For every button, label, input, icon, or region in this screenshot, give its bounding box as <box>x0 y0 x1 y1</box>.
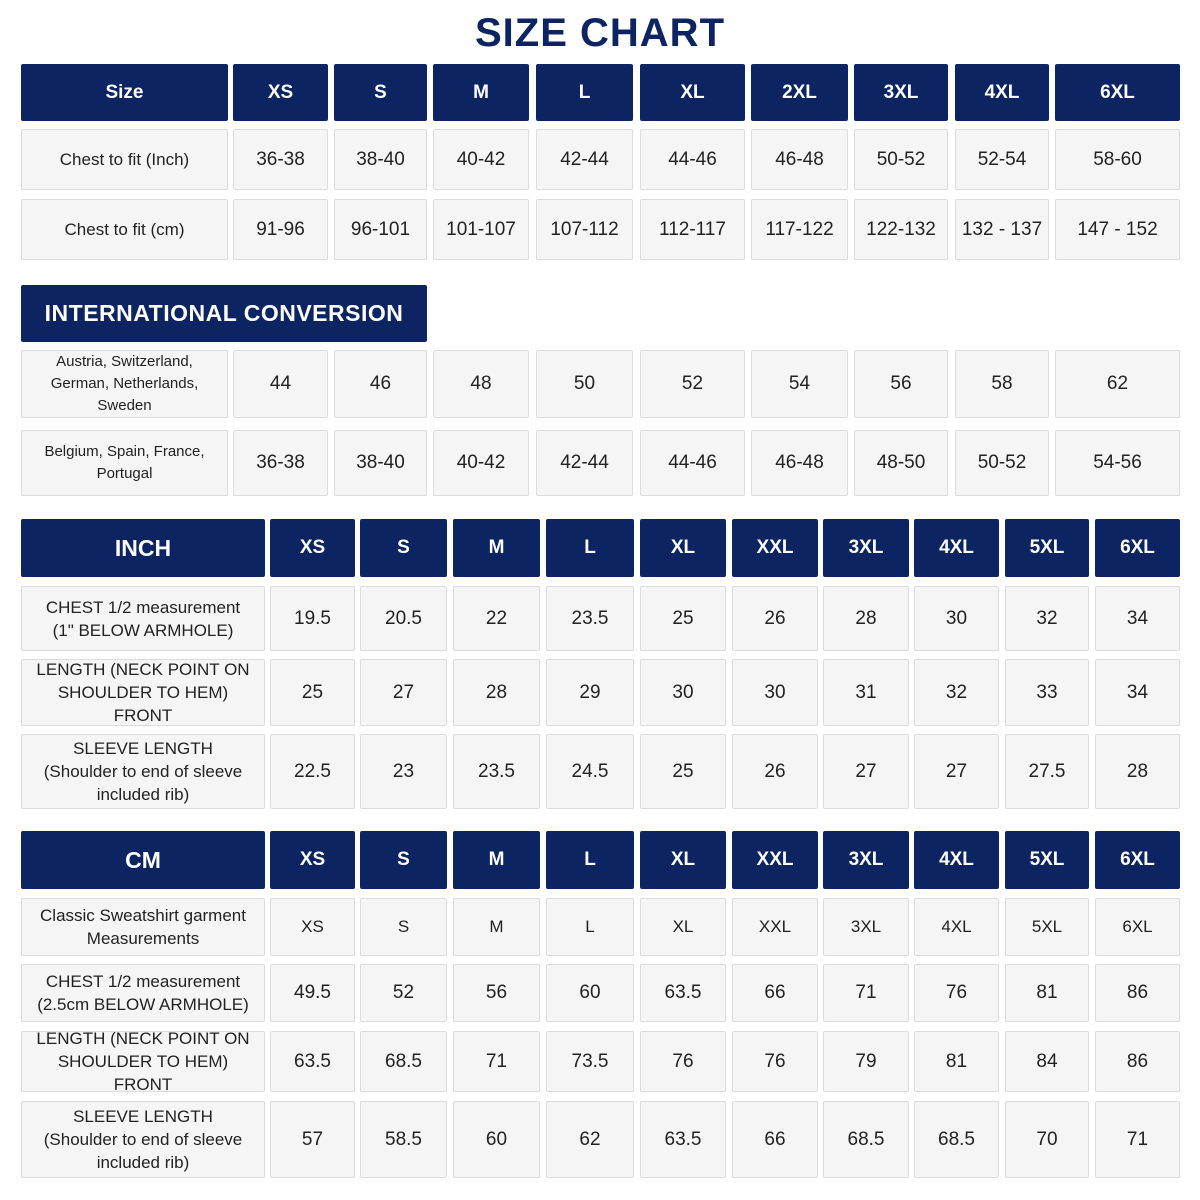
value-cell: 62 <box>546 1101 634 1178</box>
value-cell: 3XL <box>823 898 909 956</box>
value-cell: 86 <box>1095 964 1180 1022</box>
value-cell: 56 <box>453 964 540 1022</box>
header-size-cell: 4XL <box>955 64 1049 121</box>
row-label: CHEST 1/2 measurement (2.5cm BELOW ARMHOLE) <box>21 964 265 1022</box>
value-cell: 54-56 <box>1055 430 1180 496</box>
row-label: Chest to fit (cm) <box>21 199 228 260</box>
row-label: Austria, Switzerland, German, Netherlands, Sweden <box>21 350 228 418</box>
value-cell: 117-122 <box>751 199 848 260</box>
value-cell: 40-42 <box>433 430 529 496</box>
header-row <box>0 519 1200 577</box>
value-cell: 96-101 <box>334 199 427 260</box>
header-size-cell: M <box>453 519 540 577</box>
value-cell: 76 <box>914 964 999 1022</box>
row-label: SLEEVE LENGTH (Shoulder to end of sleeve included rib) <box>21 1101 265 1178</box>
page-title: SIZE CHART <box>475 11 725 55</box>
value-cell: 62 <box>1055 350 1180 418</box>
row-label: LENGTH (NECK POINT ON SHOULDER TO HEM) FRONT <box>21 659 265 726</box>
value-cell: 34 <box>1095 586 1180 651</box>
value-cell: 71 <box>453 1031 540 1092</box>
value-cell: 30 <box>732 659 818 726</box>
header-size-cell: S <box>360 519 447 577</box>
value-cell: XL <box>640 898 726 956</box>
header-size-cell: 2XL <box>751 64 848 121</box>
value-cell: 24.5 <box>546 734 634 809</box>
value-cell: 58 <box>955 350 1049 418</box>
table-row <box>0 129 1200 190</box>
value-cell: 68.5 <box>360 1031 447 1092</box>
header-size-cell: 6XL <box>1095 519 1180 577</box>
value-cell: 58.5 <box>360 1101 447 1178</box>
value-cell: 26 <box>732 734 818 809</box>
value-cell: 32 <box>1005 586 1089 651</box>
value-cell: 44-46 <box>640 129 745 190</box>
value-cell: 28 <box>1095 734 1180 809</box>
value-cell: 54 <box>751 350 848 418</box>
value-cell: 25 <box>270 659 355 726</box>
header-label-cell: Size <box>21 64 228 121</box>
header-size-cell: M <box>433 64 529 121</box>
value-cell: 91-96 <box>233 199 328 260</box>
value-cell: 22.5 <box>270 734 355 809</box>
value-cell: 68.5 <box>823 1101 909 1178</box>
value-cell: M <box>453 898 540 956</box>
header-size-cell: XL <box>640 831 726 889</box>
header-size-cell: XS <box>270 831 355 889</box>
header-size-cell: L <box>536 64 633 121</box>
value-cell: 71 <box>1095 1101 1180 1178</box>
header-size-cell: 4XL <box>914 831 999 889</box>
value-cell: 52-54 <box>955 129 1049 190</box>
table-row <box>0 964 1200 1022</box>
value-cell: 60 <box>546 964 634 1022</box>
value-cell: 58-60 <box>1055 129 1180 190</box>
header-size-cell: S <box>360 831 447 889</box>
row-label: Belgium, Spain, France, Portugal <box>21 430 228 496</box>
value-cell: S <box>360 898 447 956</box>
header-size-cell: 4XL <box>914 519 999 577</box>
value-cell: 56 <box>854 350 948 418</box>
value-cell: 38-40 <box>334 129 427 190</box>
value-cell: 30 <box>914 586 999 651</box>
value-cell: 31 <box>823 659 909 726</box>
value-cell: 107-112 <box>536 199 633 260</box>
table-row <box>0 199 1200 260</box>
value-cell: 23.5 <box>546 586 634 651</box>
value-cell: 46 <box>334 350 427 418</box>
value-cell: 84 <box>1005 1031 1089 1092</box>
value-cell: 57 <box>270 1101 355 1178</box>
table-row <box>0 350 1200 418</box>
value-cell: 33 <box>1005 659 1089 726</box>
value-cell: 28 <box>453 659 540 726</box>
value-cell: 44-46 <box>640 430 745 496</box>
value-cell: L <box>546 898 634 956</box>
header-size-cell: XL <box>640 64 745 121</box>
value-cell: 32 <box>914 659 999 726</box>
value-cell: 63.5 <box>640 964 726 1022</box>
header-size-cell: XL <box>640 519 726 577</box>
value-cell: 27 <box>914 734 999 809</box>
value-cell: 147 - 152 <box>1055 199 1180 260</box>
value-cell: 40-42 <box>433 129 529 190</box>
value-cell: 28 <box>823 586 909 651</box>
value-cell: 73.5 <box>546 1031 634 1092</box>
value-cell: 60 <box>453 1101 540 1178</box>
value-cell: 101-107 <box>433 199 529 260</box>
value-cell: 81 <box>914 1031 999 1092</box>
header-size-cell: L <box>546 519 634 577</box>
table-row <box>0 659 1200 726</box>
value-cell: 4XL <box>914 898 999 956</box>
value-cell: XS <box>270 898 355 956</box>
row-label: Chest to fit (Inch) <box>21 129 228 190</box>
value-cell: 25 <box>640 586 726 651</box>
value-cell: 49.5 <box>270 964 355 1022</box>
table-row <box>0 1031 1200 1092</box>
table-row <box>0 586 1200 651</box>
value-cell: 81 <box>1005 964 1089 1022</box>
header-size-cell: L <box>546 831 634 889</box>
value-cell: 48-50 <box>854 430 948 496</box>
value-cell: 50 <box>536 350 633 418</box>
value-cell: 27 <box>823 734 909 809</box>
value-cell: 132 - 137 <box>955 199 1049 260</box>
value-cell: 36-38 <box>233 430 328 496</box>
value-cell: 50-52 <box>955 430 1049 496</box>
header-row <box>0 831 1200 889</box>
value-cell: 27.5 <box>1005 734 1089 809</box>
value-cell: 46-48 <box>751 430 848 496</box>
value-cell: 29 <box>546 659 634 726</box>
header-size-cell: S <box>334 64 427 121</box>
value-cell: 52 <box>360 964 447 1022</box>
value-cell: 48 <box>433 350 529 418</box>
value-cell: 38-40 <box>334 430 427 496</box>
row-label: Classic Sweatshirt garment Measurements <box>21 898 265 956</box>
value-cell: 25 <box>640 734 726 809</box>
header-label-cell: INCH <box>21 519 265 577</box>
value-cell: 20.5 <box>360 586 447 651</box>
value-cell: 79 <box>823 1031 909 1092</box>
header-size-cell: XXL <box>732 519 818 577</box>
row-label: CHEST 1/2 measurement (1" BELOW ARMHOLE) <box>21 586 265 651</box>
value-cell: 63.5 <box>270 1031 355 1092</box>
header-size-cell: M <box>453 831 540 889</box>
header-label-cell: CM <box>21 831 265 889</box>
value-cell: 76 <box>640 1031 726 1092</box>
header-size-cell: 3XL <box>823 519 909 577</box>
international-conversion-title: INTERNATIONAL CONVERSION <box>21 285 427 342</box>
value-cell: 52 <box>640 350 745 418</box>
value-cell: 63.5 <box>640 1101 726 1178</box>
header-row <box>0 64 1200 121</box>
value-cell: XXL <box>732 898 818 956</box>
header-size-cell: 5XL <box>1005 831 1089 889</box>
value-cell: 42-44 <box>536 129 633 190</box>
value-cell: 30 <box>640 659 726 726</box>
value-cell: 66 <box>732 1101 818 1178</box>
header-size-cell: 5XL <box>1005 519 1089 577</box>
value-cell: 66 <box>732 964 818 1022</box>
value-cell: 70 <box>1005 1101 1089 1178</box>
value-cell: 23 <box>360 734 447 809</box>
value-cell: 46-48 <box>751 129 848 190</box>
value-cell: 112-117 <box>640 199 745 260</box>
value-cell: 23.5 <box>453 734 540 809</box>
header-size-cell: XXL <box>732 831 818 889</box>
header-size-cell: 3XL <box>854 64 948 121</box>
value-cell: 27 <box>360 659 447 726</box>
table-row <box>0 430 1200 496</box>
value-cell: 5XL <box>1005 898 1089 956</box>
header-size-cell: 6XL <box>1055 64 1180 121</box>
value-cell: 50-52 <box>854 129 948 190</box>
header-size-cell: XS <box>233 64 328 121</box>
value-cell: 44 <box>233 350 328 418</box>
header-size-cell: 3XL <box>823 831 909 889</box>
value-cell: 36-38 <box>233 129 328 190</box>
value-cell: 42-44 <box>536 430 633 496</box>
value-cell: 68.5 <box>914 1101 999 1178</box>
table-row <box>0 898 1200 956</box>
value-cell: 71 <box>823 964 909 1022</box>
header-size-cell: XS <box>270 519 355 577</box>
value-cell: 86 <box>1095 1031 1180 1092</box>
value-cell: 76 <box>732 1031 818 1092</box>
table-row <box>0 734 1200 809</box>
value-cell: 19.5 <box>270 586 355 651</box>
value-cell: 22 <box>453 586 540 651</box>
header-size-cell: 6XL <box>1095 831 1180 889</box>
table-row <box>0 1101 1200 1178</box>
value-cell: 34 <box>1095 659 1180 726</box>
value-cell: 122-132 <box>854 199 948 260</box>
value-cell: 6XL <box>1095 898 1180 956</box>
value-cell: 26 <box>732 586 818 651</box>
row-label: LENGTH (NECK POINT ON SHOULDER TO HEM) FRONT <box>21 1031 265 1092</box>
row-label: SLEEVE LENGTH (Shoulder to end of sleeve included rib) <box>21 734 265 809</box>
